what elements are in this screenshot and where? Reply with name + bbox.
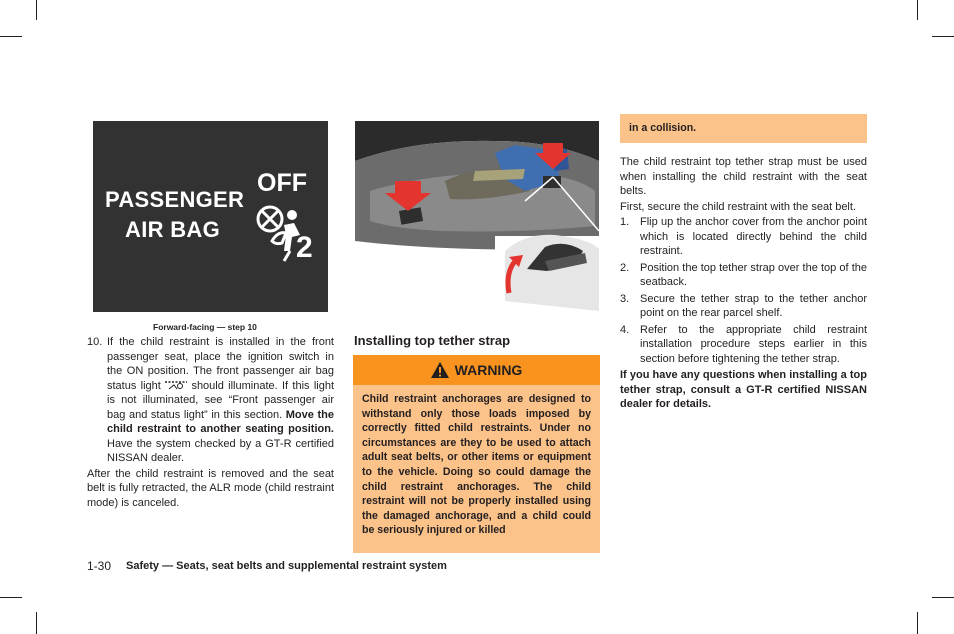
warning-title: WARNING (454, 362, 523, 378)
warning-continued: in a collision. (620, 114, 867, 143)
figure-caption: Forward-facing — step 10 (153, 322, 257, 332)
crop-mark (932, 36, 954, 37)
secure-paragraph: First, secure the child restraint with the seat belt. (620, 200, 856, 213)
section-heading: Installing top tether strap (354, 333, 511, 348)
page-number: 1-30 (87, 559, 112, 573)
passenger-label: PASSENGER (105, 187, 245, 212)
seat-number-label: 2 (296, 231, 313, 264)
crop-mark (36, 0, 37, 20)
tether-intro-paragraph: The child restraint top tether strap must be used when installing the child restraint with the seat belts. (620, 156, 867, 197)
off-label: OFF (257, 169, 307, 197)
section-title: Safety — Seats, seat belts and supplemental restraint system (126, 560, 447, 572)
crop-mark (917, 0, 918, 20)
tether-step (620, 323, 867, 367)
airbag-label: AIR BAG (125, 217, 220, 242)
tether-step (620, 261, 867, 290)
warning-header (353, 355, 600, 385)
step-text: Refer to the appropriate child restraint installation procedure steps earlier in this section before tightening the tether strap. (640, 323, 867, 365)
tether-step (620, 292, 867, 321)
step-text: Secure the tether strap to the tether anchor point on the rear parcel shelf. (640, 292, 867, 319)
tether-step (620, 215, 867, 259)
step-number: 3. (620, 292, 630, 305)
step-list (87, 335, 334, 466)
alr-paragraph: After the child restraint is removed and the seat belt is fully retracted, the ALR mode (child restraint mode) is canceled. (87, 467, 334, 509)
crop-mark (0, 597, 22, 598)
left-column (87, 335, 334, 510)
airbag-off-icon (250, 201, 330, 271)
dealer-note: If you have any questions when installing a top tether strap, consult a GT-R certified NISSAN dealer for details. (620, 369, 867, 410)
step-text-a: If the child restraint is installed in the front passenger seat, place the ignition switch in the ON position. The front passenger air bag status light (107, 336, 334, 392)
step-10 (87, 335, 334, 466)
right-column (620, 155, 867, 412)
crop-mark (36, 612, 37, 634)
crop-mark (917, 612, 918, 634)
tether-steps (620, 215, 867, 366)
step-text-c: Have the system checked by a GT-R certified NISSAN dealer. (107, 437, 334, 464)
step-bold-warning: Move the child restraint to another seating position. (107, 408, 334, 435)
crop-mark (932, 597, 954, 598)
tether-anchor-illustration (355, 121, 599, 311)
warning-triangle-icon (431, 362, 449, 378)
airbag-status-light-icon (165, 379, 187, 390)
step-number: 1. (620, 216, 630, 228)
passenger-airbag-indicator-panel (93, 121, 328, 312)
step-text: Flip up the anchor cover from the anchor point which is located directly behind the child restraint. (640, 216, 867, 257)
step-text-b: should illuminate. If this light is not illuminated, see “Front passenger air bag and status light” in this section. (107, 379, 334, 421)
step-number: 2. (620, 261, 630, 274)
step-number: 10. (87, 336, 103, 348)
warning-body: Child restraint anchorages are designed to withstand only those loads imposed by correctly fitted child restraints. Under no circumstances are they to be used to attach adult seat belts, or other items or equipment to the vehicle. Doing so could damage the child restraint anchorages. The child restraint will not be properly installed using the damaged anchorage, and a child could be seriously injured or killed (353, 385, 600, 553)
step-text: Position the top tether strap over the top of the seatback. (640, 261, 867, 288)
step-number: 4. (620, 323, 630, 336)
crop-mark (0, 36, 22, 37)
